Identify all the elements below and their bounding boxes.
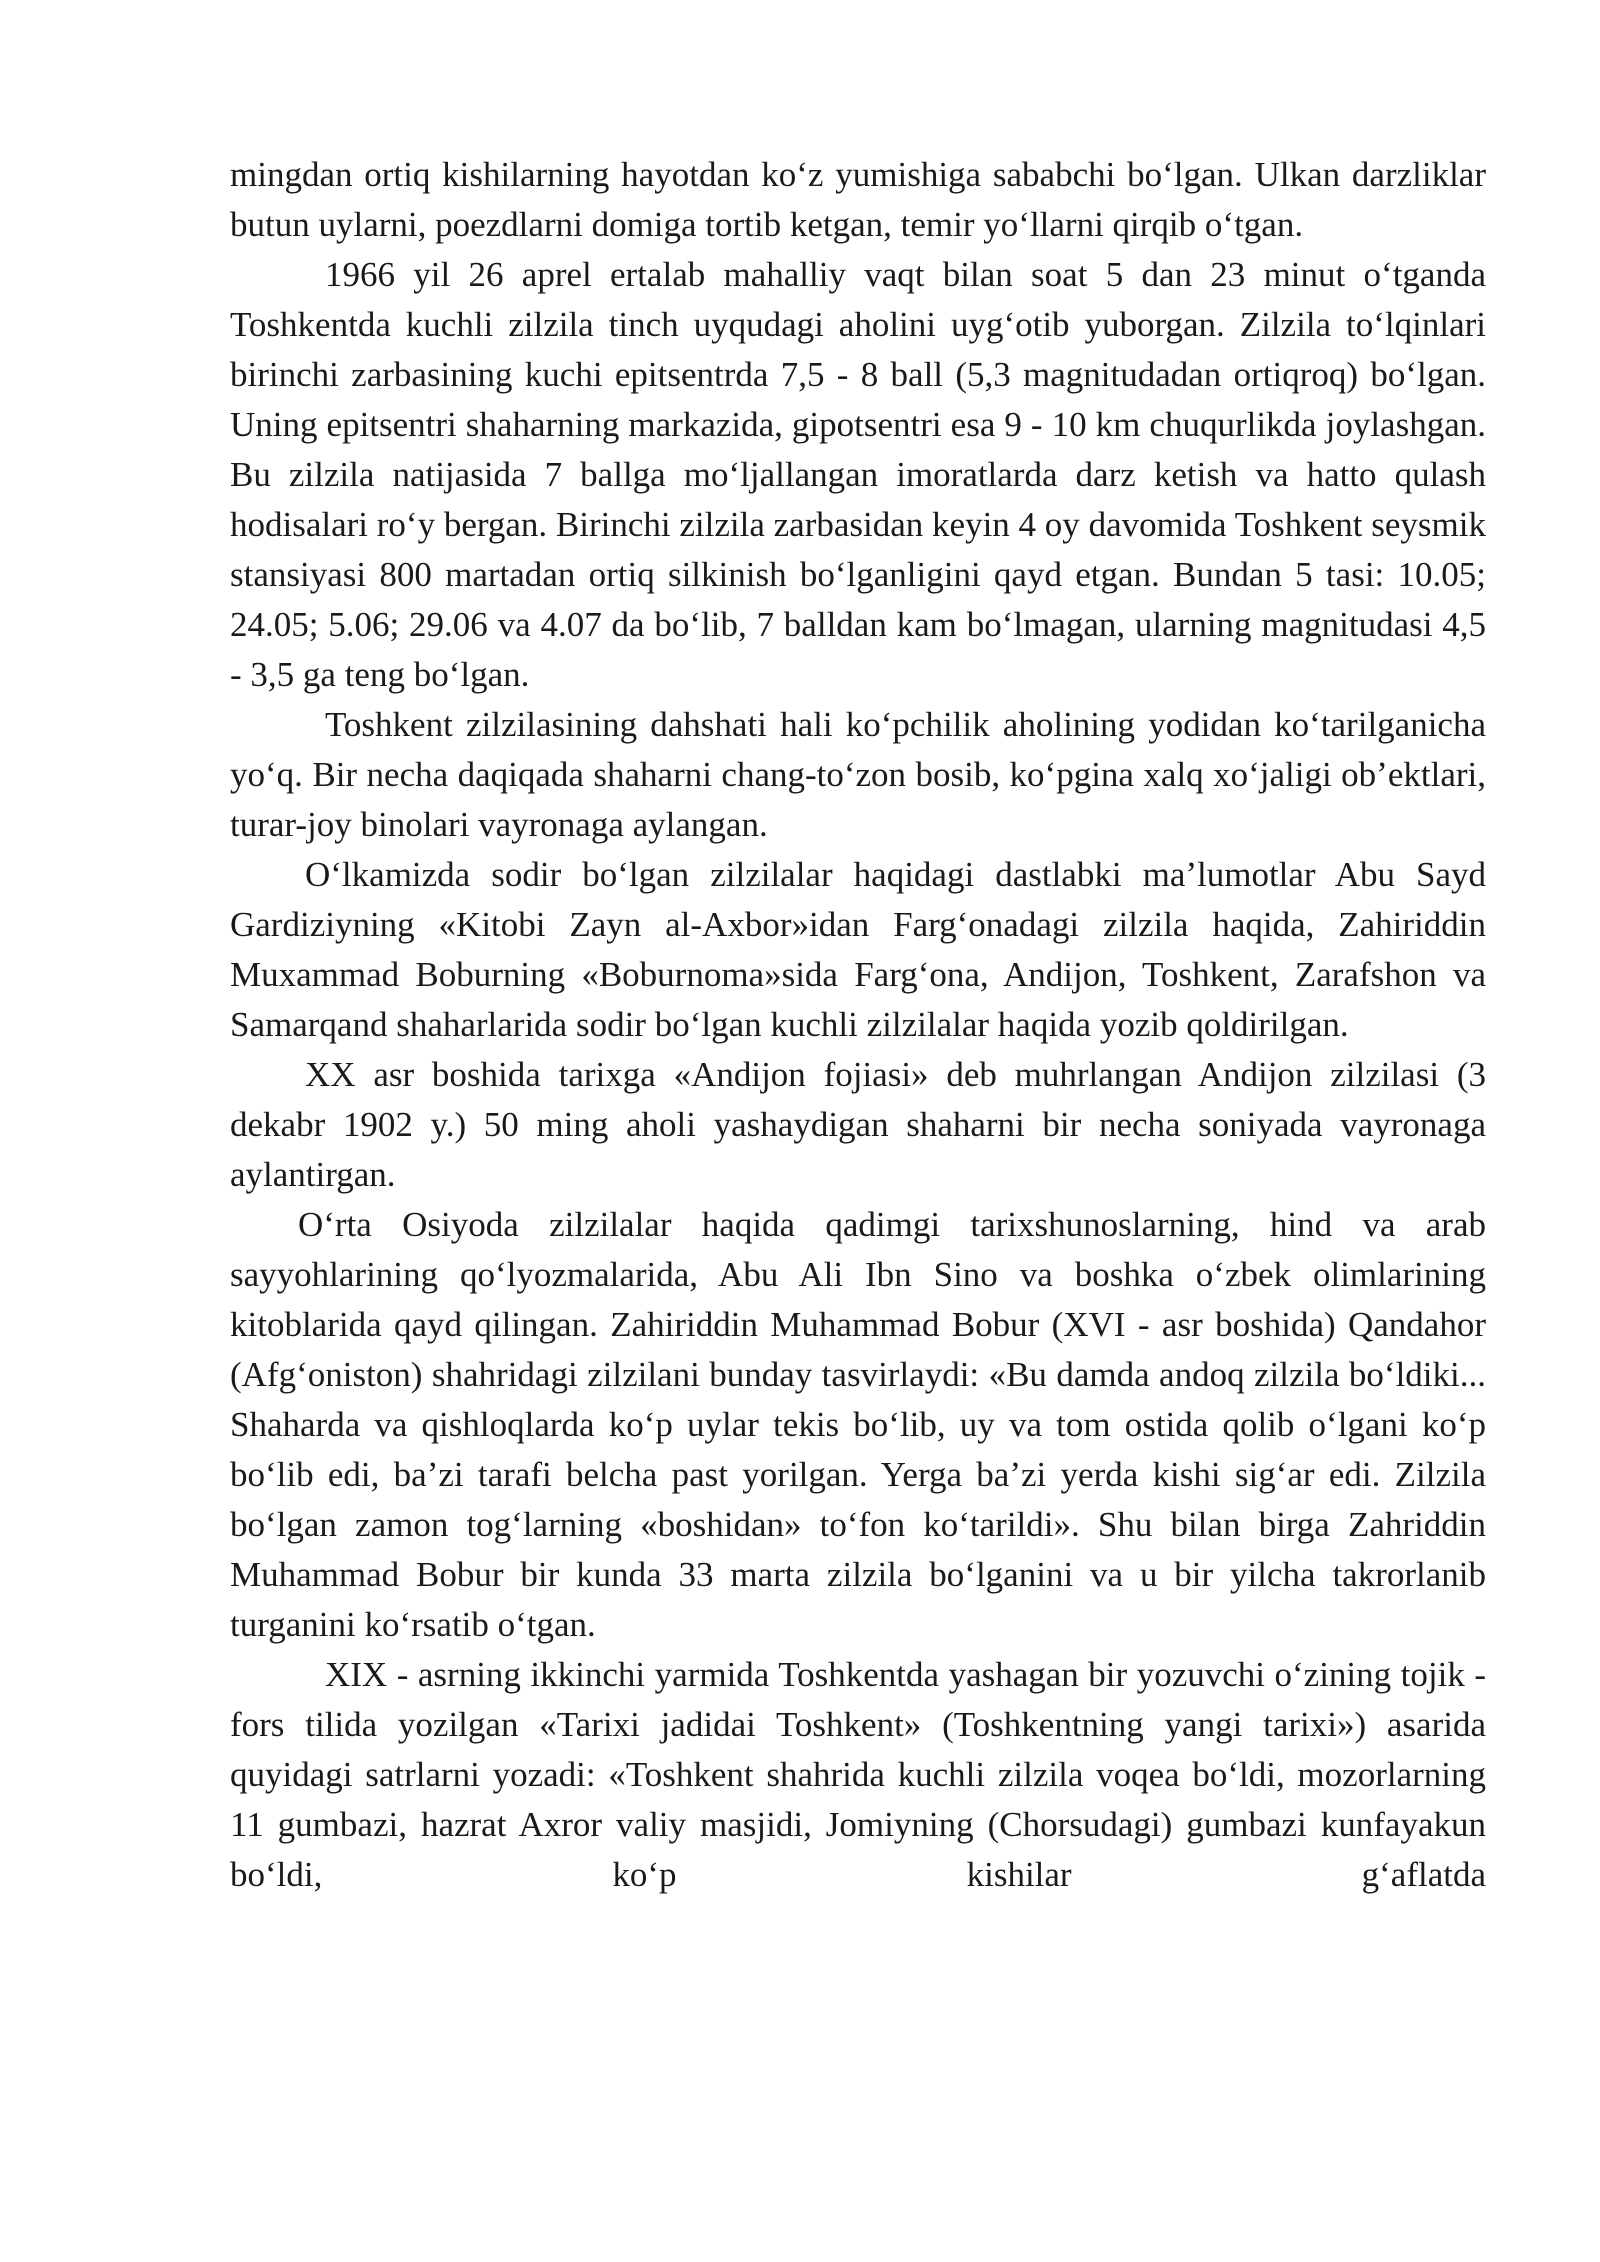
paragraph-1: mingdan ortiq kishilarning hayotdan koʻz yumishiga sababchi boʻlgan. Ulkan darzliklar butun uylarni, poezdlarni domiga tortib ketgan, temir yoʻllarni qirqib oʻtgan. xyxy=(230,155,1486,244)
paragraph-5: XX asr boshida tarixga «Andijon fojiasi» deb muhrlangan Andijon zilzilasi (3 dekabr 1902 y.) 50 ming aholi yashaydigan shaharni bir necha soniyada vayronaga aylantirgan. xyxy=(230,1055,1486,1194)
paragraph-4: Oʻlkamizda sodir boʻlgan zilzilalar haqidagi dastlabki maʼlumotlar Abu Sayd Gardiziyning «Kitobi Zayn al-Axbor»idan Fargʻonadagi zilzila haqida, Zahiriddin Muxammad Boburning «Boburnoma»sida Fargʻona, Andijon, Toshkent, Zarafshon va Samarqand shaharlarida sodir boʻlgan kuchli zilzilalar haqida yozib qoldirilgan. xyxy=(230,855,1486,1044)
paragraph-6: Oʻrta Osiyoda zilzilalar haqida qadimgi tarixshunoslarning, hind va arab sayyohlarining qoʻlyozmalarida, Abu Ali Ibn Sino va boshka oʻzbek olimlarining kitoblarida qayd qilingan. Zahiriddin Muhammad Bobur (XVI - asr boshida) Qandahor (Afgʻoniston) shahridagi zilzilani bunday tasvirlaydi: «Bu damda andoq zilzila boʻldiki... Shaharda va qishloqlarda koʻp uylar tekis boʻlib, uy va tom ostida qolib oʻlgani koʻp boʻlib edi, baʼzi tarafi belcha past yorilgan. Yerga baʼzi yerda kishi sigʻar edi. Zilzila boʻlgan zamon togʻlarning «boshidan» toʻfon koʻtarildi». Shu bilan birga Zahriddin Muhammad Bobur bir kunda 33 marta zilzila boʻlganini va u bir yilcha takrorlanib turganini koʻrsatib oʻtgan. xyxy=(230,1205,1486,1644)
paragraph-3: Toshkent zilzilasining dahshati hali koʻpchilik aholining yodidan koʻtarilganicha yoʻq. Bir necha daqiqada shaharni chang-toʻzon bosib, koʻpgina xalq xoʻjaligi obʼektlari, turar-joy binolari vayronaga aylangan. xyxy=(230,705,1486,844)
paragraph-2: 1966 yil 26 aprel ertalab mahalliy vaqt bilan soat 5 dan 23 minut oʻtganda Toshkentda kuchli zilzila tinch uyqudagi aholini uygʻotib yuborgan. Zilzila toʻlqinlari birinchi zarbasining kuchi epitsentrda 7,5 - 8 ball (5,3 magnitudadan ortiqroq) boʻlgan. Uning epitsentri shaharning markazida, gipotsentri esa 9 - 10 km chuqurlikda joylashgan. Bu zilzila natijasida 7 ballga moʻljallangan imoratlarda darz ketish va hatto qulash hodisalari roʻy bergan. Birinchi zilzila zarbasidan keyin 4 oy davomida Toshkent seysmik stansiyasi 800 martadan ortiq silkinish boʻlganligini qayd etgan. Bundan 5 tasi: 10.05; 24.05; 5.06; 29.06 va 4.07 da boʻlib, 7 balldan kam boʻlmagan, ularning magnitudasi 4,5 - 3,5 ga teng boʻlgan. xyxy=(230,255,1486,694)
paragraph-7: XIX - asrning ikkinchi yarmida Toshkentda yashagan bir yozuvchi oʻzining tojik - fors tilida yozilgan «Tarixi jadidai Toshkent» (Toshkentning yangi tarixi») asarida quyidagi satrlarni yozadi: «Toshkent shahrida kuchli zilzila voqea boʻldi, mozorlarning 11 gumbazi, hazrat Axror valiy masjidi, Jomiyning (Chorsudagi) gumbazi kunfayakun boʻldi, koʻp kishilar gʻaflatda xyxy=(230,1655,1486,1894)
document-page xyxy=(230,150,1486,1900)
